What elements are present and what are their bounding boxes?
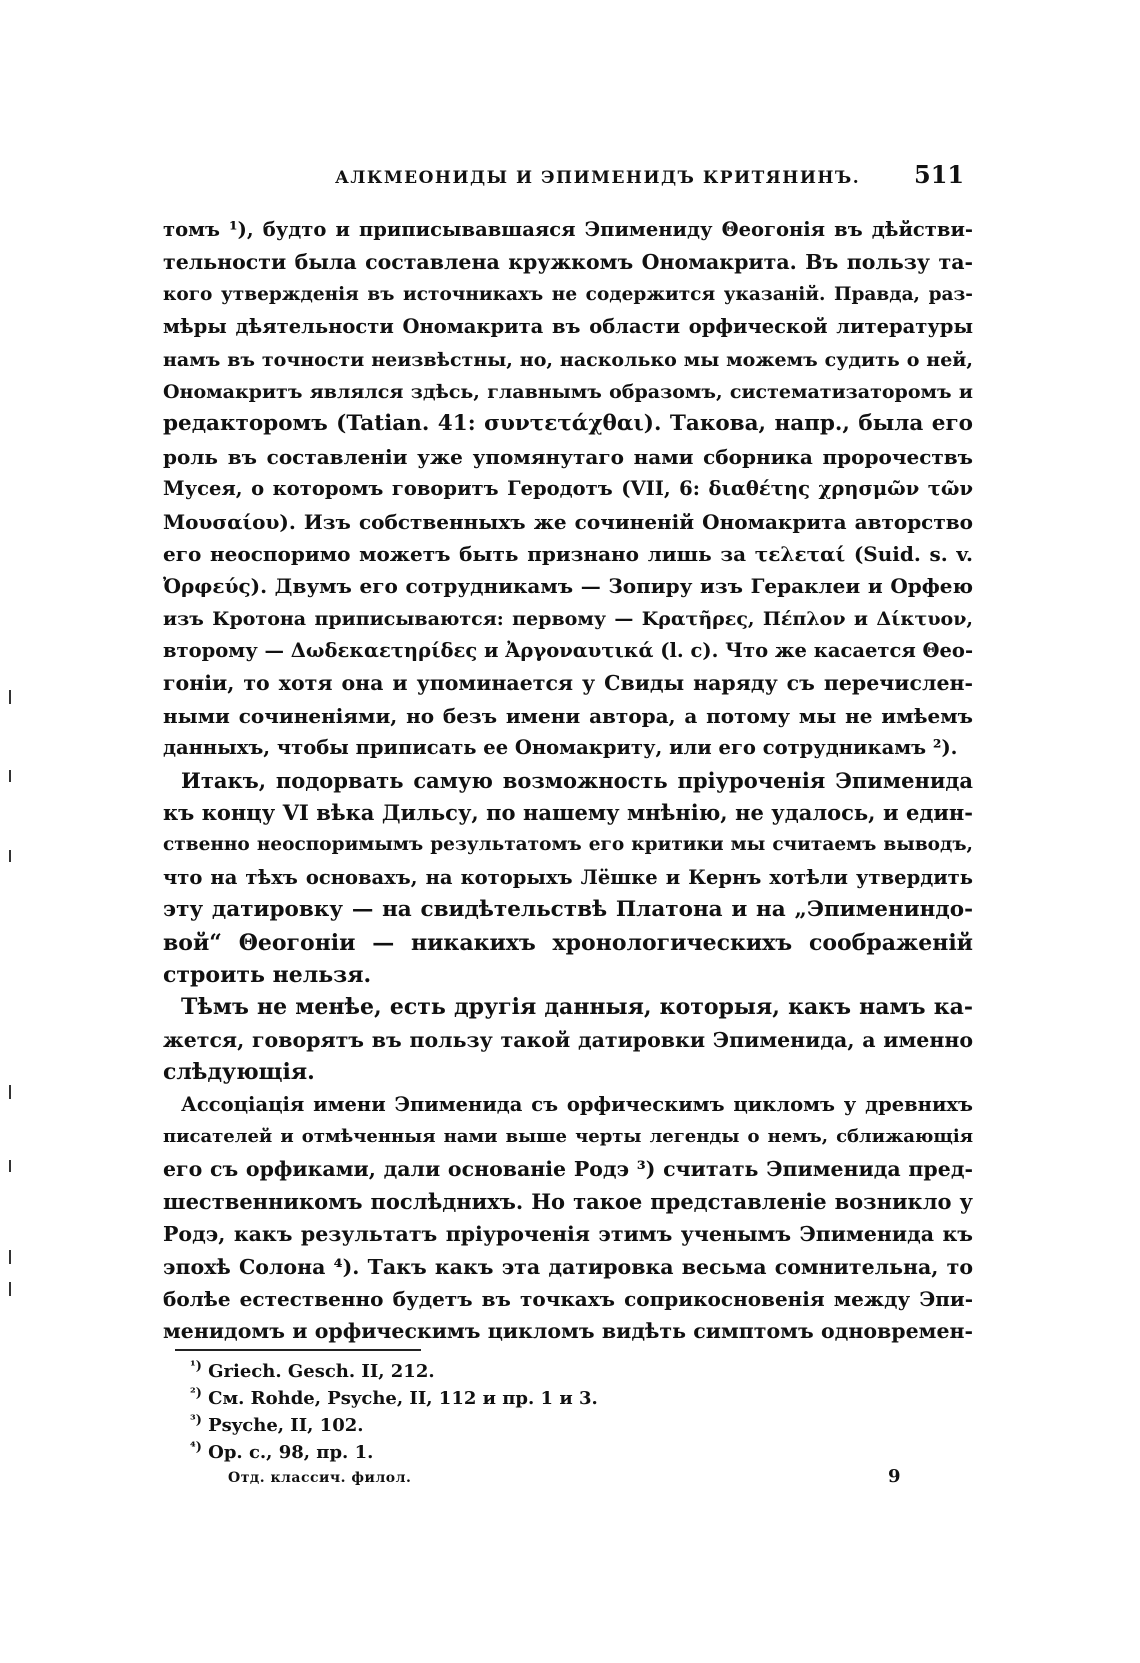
text-line: гоніи, то хотя она и упоминается у Свиды наряду съ перечислен- [163,671,973,696]
printer-signature: Отд. классич. филол. [228,1470,412,1486]
sheet-number: 9 [888,1466,901,1487]
text-line: ными сочиненіями, но безъ имени автора, а потому мы не имѣемъ [163,703,973,728]
margin-mark [9,1160,11,1172]
text-line: его неоспоримо можетъ быть признано лишь за τελεταί (Suid. s. v. [163,541,973,566]
footnote-marker: ¹) [190,1359,202,1374]
footnote-text: См. Rohde, Psyche, II, 112 и пр. 1 и 3. [208,1388,598,1409]
text-line: болѣе естественно будетъ въ точкахъ соприкосновенія между Эпи- [163,1286,973,1311]
footnotes [190,1358,598,1466]
text-line: къ концу VI вѣка Дильсу, по нашему мнѣнію, не удалось, и един- [163,800,973,826]
text-line: его съ орфиками, дали основаніе Родэ ³) считать Эпименида пред- [163,1157,973,1182]
text-line: Тѣмъ не менѣе, есть другія данныя, которыя, какъ намъ ка- [181,994,973,1021]
margin-mark [9,1282,11,1296]
margin-mark [9,690,11,704]
text-line: эту датировку — на свидѣтельствѣ Платона и на „Эпимениндо- [163,897,973,923]
text-line: тельности была составлена кружкомъ Ономакрита. Въ пользу та- [163,250,973,275]
footnote [190,1412,598,1439]
text-line: Ὀρφεύς). Двумъ его сотрудникамъ — Зопиру изъ Гераклеи и Орфею [163,574,973,599]
text-line: Родэ, какъ результатъ пріуроченія этимъ ученымъ Эпименида къ [163,1222,973,1247]
footnote-text: Psyche, II, 102. [208,1415,364,1436]
text-line: кого утвержденія въ источникахъ не содержится указаній. Правда, раз- [163,283,973,305]
text-line: второму — Δωδεκαετηρίδες и Ἀργοναυτικά (l. c). Что же касается Θео- [163,639,973,663]
footnote [190,1358,598,1385]
footnote-divider [175,1349,421,1351]
footnote-text: Griech. Gesch. II, 212. [208,1361,435,1382]
text-line: Ассоціація имени Эпименида съ орфическимъ цикломъ у древнихъ [181,1092,973,1116]
text-line: Итакъ, подорвать самую возможность пріуроченія Эпименида [181,767,973,793]
text-line: Мусея, о которомъ говоритъ Геродотъ (VII, 6: διαθέτης χρησμῶν τῶν [163,477,973,501]
text-line: данныхъ, чтобы приписать ее Ономакриту, или его сотрудникамъ ²). [163,736,958,760]
text-line: вой“ Θеогоніи — никакихъ хронологическихъ соображеній [163,929,973,956]
footnote-marker: ⁴) [190,1440,202,1455]
footnote-marker: ³) [190,1413,202,1428]
text-line: жется, говорятъ въ пользу такой датировки Эпименида, а именно [163,1027,973,1052]
text-line: ственно неоспоримымъ результатомъ его критики мы считаемъ выводъ, [163,834,973,856]
margin-mark [9,770,11,782]
text-line: мѣры дѣятельности Ономакрита въ области орфической литературы [163,315,973,339]
body-text [163,214,973,1348]
text-line: намъ въ точности неизвѣстны, но, насколько мы можемъ судить о ней, [163,348,973,371]
text-line: строить нельзя. [163,961,372,988]
page-number: 511 [914,160,965,189]
text-line: редакторомъ (Tatian. 41: συντετάχθαι). Такова, напр., была его [163,411,973,437]
text-line: что на тѣхъ основахъ, на которыхъ Лёшке и Кернъ хотѣли утвердить [163,865,973,889]
text-line: эпохѣ Солона ⁴). Такъ какъ эта датировка весьма сомнительна, то [163,1254,973,1279]
text-line: роль въ составленіи уже упомянутаго нами сборника пророчествъ [163,444,973,469]
footnote-text: Op. c., 98, пр. 1. [208,1442,374,1463]
text-line: шественникомъ послѣднихъ. Но такое представленіе возникло у [163,1188,973,1214]
footnote [190,1439,598,1466]
margin-mark [9,1250,11,1264]
text-line: менидомъ и орфическимъ цикломъ видѣть симптомъ одновремен- [163,1319,973,1344]
text-line: изъ Кротона приписываются: первому — Κρατῆρες, Πέπλον и Δίκτυον, [163,607,973,630]
margin-mark [9,1085,11,1099]
text-line: томъ ¹), будто и приписывавшаяся Эпимениду Θеогонія въ дѣйстви- [163,218,973,241]
running-title: АЛКМЕОНИДЫ И ЭПИМЕНИДЪ КРИТЯНИНЪ. [335,168,861,188]
text-line: писателей и отмѣченныя нами выше черты легенды о немъ, сближающія [163,1125,973,1147]
footnote [190,1385,598,1412]
text-line: Ономакритъ являлся здѣсь, главнымъ образомъ, систематизаторомъ и [163,380,973,403]
text-line: Μουσαίου). Изъ собственныхъ же сочиненій Ономакрита авторство [163,509,973,534]
margin-mark [9,850,11,862]
text-line: слѣдующія. [163,1059,315,1086]
footnote-marker: ²) [190,1386,202,1401]
